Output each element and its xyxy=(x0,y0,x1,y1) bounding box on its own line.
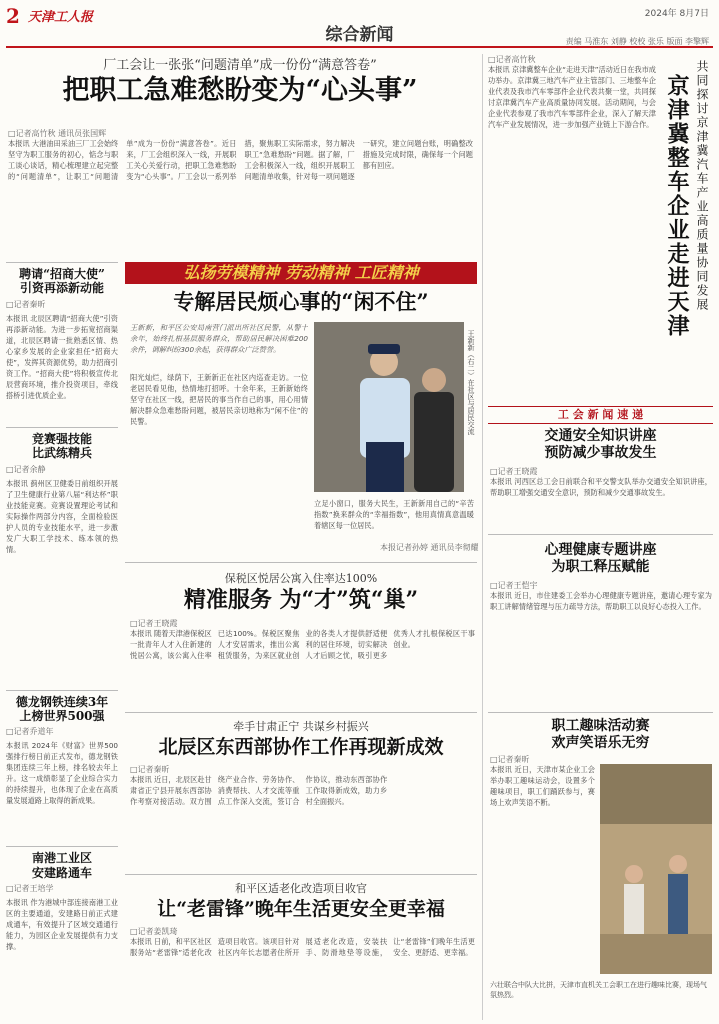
brief-title: 德龙钢铁连续3年 上榜世界500强 xyxy=(15,694,109,723)
mid-byline: □记者王晓霞 xyxy=(130,619,178,628)
brief-body: 本报讯 作为港城中部连接南港工业区的主要通道，安建路日前正式建成通车，有效提升了区域交通通行能力，为园区企业发展提供有力支撑。 xyxy=(6,898,118,952)
divider xyxy=(125,712,477,713)
bottom-kicker: 和平区适老化改造项目收官 xyxy=(235,882,367,895)
brief-title: 竞赛强技能 比武练精兵 xyxy=(31,431,92,461)
union-item-byline: □记者王晓霞 xyxy=(490,467,538,476)
brief-byline: □记者余静 xyxy=(6,464,46,474)
feature-intro: 王新新，和平区公安局南营门派出所社区民警，从警十余年，始终扎根基层服务群众，帮助居民解决困难200余件，调解纠纷300余起，获得群众广泛赞誉。 xyxy=(130,323,308,354)
union-item-title: 心理健康专题讲座 为职工释压赋能 xyxy=(544,542,657,575)
divider xyxy=(6,690,118,691)
photo-caption: 王新新（右二）在社区与居民交流 xyxy=(467,330,475,435)
lower-headline: 北辰区东西部协作工作再现新成效 xyxy=(158,736,444,758)
brief-title: 南港工业区 安建路通车 xyxy=(31,851,92,880)
brief-title: 聘请“招商大使” 引资再添新动能 xyxy=(19,267,105,296)
bottom-byline: □记者姜凯琦 xyxy=(130,927,178,936)
divider xyxy=(125,562,477,563)
lead-headline: 把职工急难愁盼变为“心头事” xyxy=(62,75,418,106)
brief-body: 本报讯 2024年《财富》世界500强排行榜日前正式发布，德龙钢铁集团连续三年上榜，排名较去年上升。这一成绩彰显了企业综合实力的持续提升，也体现了企业在高质量发展道路上取得的新成果。 xyxy=(6,741,118,806)
mid-kicker: 保税区悦居公寓入住率达100% xyxy=(224,572,378,585)
event-scene-figure xyxy=(600,764,712,974)
column-divider xyxy=(482,54,483,1020)
event-photo xyxy=(600,764,712,974)
right-vertical-kicker: 共同探讨京津冀汽车产业高质量协同发展 xyxy=(695,60,709,312)
feature-caption-text: 立足小窗口，服务大民生，王新新用自己的“辛苦指数”换来群众的“幸福指数”，他用真情真意温暖着辖区每一位居民。 xyxy=(314,499,474,530)
police-officer-figure xyxy=(314,322,464,492)
right-body: 本报讯 京津冀整车企业“走进天津”活动近日在我市成功举办。京津冀三地汽车产业主管部门、三地整车企业代表及我市汽车零部件企业代表共聚一堂，共同探讨京津冀汽车产业高质量协同发展。活动期间，与会企业代表参观了我市汽车零部件企业，深入了解天津汽车产业发展情况，进一步加强产业链上下游合作。 xyxy=(488,65,656,129)
union-news-tag: 工 会 新 闻 速 递 xyxy=(488,406,713,424)
divider xyxy=(6,262,118,263)
divider xyxy=(488,534,713,535)
feature-byline: 本报记者孙婷 通讯员李彻耀 xyxy=(380,543,479,552)
union-item-byline: □记者秦昕 xyxy=(490,755,530,764)
masthead-rule xyxy=(6,46,713,48)
page-number: 2 xyxy=(6,4,20,28)
left-column xyxy=(6,262,118,1022)
feature-banner: 弘扬劳模精神 劳动精神 工匠精神 xyxy=(125,262,477,284)
lower-kicker: 牵手甘肃正宁 共谋乡村振兴 xyxy=(233,720,369,733)
brief-body: 本报讯 蓟州区卫健委日前组织开展了卫生健康行业第八届“利达杯”职业技能竞赛。竞赛设置理论考试和实际操作两部分内容，全面检验医护人员的专业技能水平，进一步激发广大职工学技术、练本领的热情。 xyxy=(6,478,118,554)
brief-body: 本报讯 北辰区聘请“招商大使”引资再添新动能。为进一步拓宽招商渠道，北辰区聘请一批熟悉区情、热心家乡发展的企业家担任“招商大使”，发挥其资源优势，助力招商引资工作。“招商大使”将积极宣传北辰营商环境，推介投资项目，牵线搭桥引进优质企业。 xyxy=(6,313,118,400)
brief-byline: □记者乔道年 xyxy=(6,727,54,737)
union-item-byline: □记者王恺宇 xyxy=(490,581,538,590)
lead-body: 本报讯 大港油田采油三厂工会始终坚守为职工服务的初心，惦念与职工谈心谈话，精心梳理建立起完整的“问题清单”，让职工“问题清单”成为一份份“满意答卷”。近日来，厂工会组织深入一线，开展职工关心关爱行动，把职工急难愁盼变为“心头事”。厂工会以一系列举措，聚焦职工实际需求，努力解决职工“急难愁盼”问题。据了解，厂工会积极深入一线，组织开展职工问题清单收集，针对每一项问题逐一研究，建立问题台账，明确整改措施及完成时限，确保每一个问题都有回应。 xyxy=(8,139,473,181)
right-byline: □记者高竹秋 xyxy=(488,55,536,64)
right-vertical-headline: 京津冀整车企业走进天津 xyxy=(664,74,690,338)
editors-credit: 责编 马淮东 刘静 校校 张乐 版面 李擎辉 xyxy=(565,37,709,46)
mid-headline: 精准服务 为“才”筑“巢” xyxy=(183,587,419,613)
bottom-headline: 让“老雷锋”晚年生活更安全更幸福 xyxy=(157,898,445,920)
feature-body: 阳光灿烂，绿荫下，王新新正在社区内巡查走访。一位老居民看见他，热情地打招呼。十余年来，王新新始终坚守在社区一线，把居民的事当作自己的事，用心用情解决群众急难愁盼问题，被居民亲切地称为“闲不住”的民警。 xyxy=(130,373,308,426)
divider xyxy=(488,712,713,713)
mid-body: 本报讯 随着天津港保税区一批青年人才入住新建的悦居公寓，该公寓入住率已达100%。保税区聚焦人才安居需求，推出公寓租赁服务，为来区就业创业的各类人才提供舒适便利的居住环境，切实解决人才后顾之忧，吸引更多优秀人才扎根保税区干事创业。 xyxy=(130,629,475,660)
union-item-body: 本报讯 近日，天津市某企业工会举办职工趣味运动会，设置多个趣味项目，职工们踊跃参与，赛场上欢声笑语不断。 xyxy=(490,765,595,807)
brief-byline: □记者秦昕 xyxy=(6,299,46,309)
brief-byline: □记者王培学 xyxy=(6,884,54,894)
paper-name-logo: 天津工人报 xyxy=(28,10,94,25)
union-item-title: 交通安全知识讲座 预防减少事故发生 xyxy=(544,428,657,461)
feature-headline: 专解居民烦心事的“闲不住” xyxy=(173,289,429,314)
union-item-body: 本报讯 近日，市住建委工会举办心理健康专题讲座，邀请心理专家为职工讲解情绪管理与压力疏导方法，帮助职工以良好心态投入工作。 xyxy=(490,591,712,611)
union-item-title: 职工趣味活动赛 欢声笑语乐无穷 xyxy=(551,718,650,751)
divider xyxy=(6,427,118,428)
bottom-body: 本报讯 日前，和平区社区服务站“老雷锋”适老化改造项目收官。该项目针对社区内年长志愿者住所开展适老化改造，安装扶手、防滑地垫等设施，让“老雷锋”们晚年生活更安全、更舒适、更幸福。 xyxy=(130,937,475,957)
section-title: 综合新闻 xyxy=(325,25,394,45)
union-item-body: 本报讯 河西区总工会日前联合和平交警支队举办交通安全知识讲座，帮助职工增强交通安全意识，预防和减少交通事故发生。 xyxy=(490,477,712,497)
feature-photo xyxy=(314,322,464,492)
event-photo-caption: 六壮联合中队大比拼，天津市直机关工会职工在进行趣味比赛，现场气氛热烈。 xyxy=(490,981,707,999)
divider xyxy=(6,846,118,847)
divider xyxy=(125,874,477,875)
lower-body: 本报讯 近日，北辰区赴甘肃省正宁县开展东西部协作考察对接活动。双方围绕产业合作、劳务协作、消费帮扶、人才交流等重点工作深入交流，签订合作协议，推动东西部协作工作取得新成效，助力乡村全面振兴。 xyxy=(130,775,388,806)
lead-kicker: 厂工会让一张张“问题清单”成一份份“满意答卷” xyxy=(103,58,377,73)
issue-date: 2024年 8月7日 xyxy=(644,9,709,19)
lower-byline: □记者秦昕 xyxy=(130,765,170,774)
lead-byline: □记者高竹秋 通讯员张国辉 xyxy=(8,129,107,138)
